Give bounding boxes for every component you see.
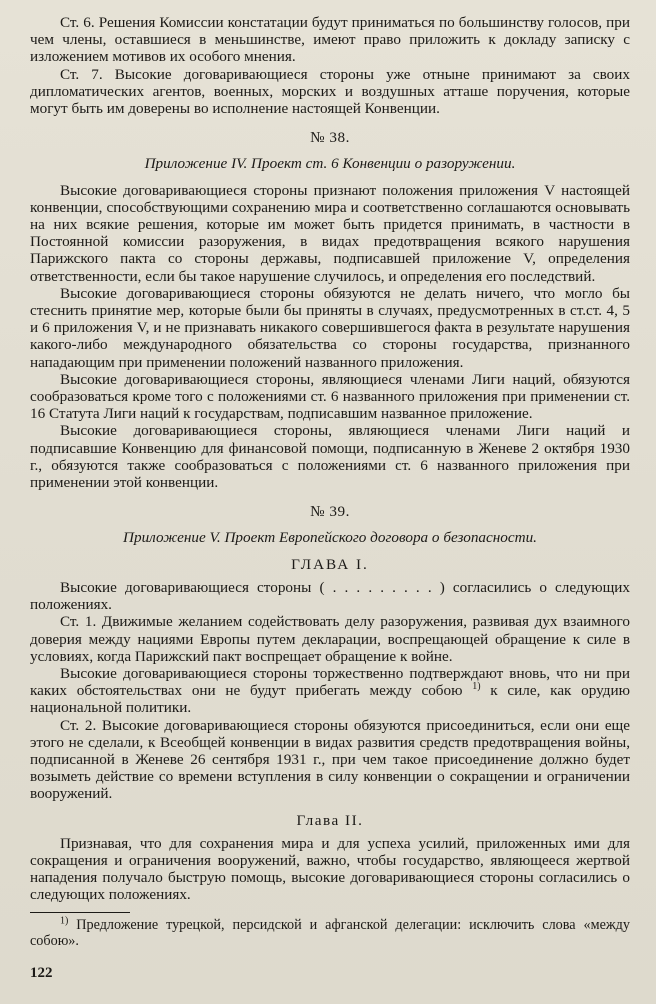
article-7-paragraph: Ст. 7. Высокие договаривающиеся стороны уже отныне принимают за своих дипломатических агентов, военных, морских и воздушных атташе поручения, которые могут быть им доверены во исполнение настоящей Конвенции. [30,65,630,118]
article-6-paragraph: Ст. 6. Решения Комиссии констатации будут приниматься по большинству голосов, при чем члены, оставшиеся в меньшинстве, имеют право приложить к докладу записку с изложением мотивов их особого мнения. [30,14,630,66]
footnote [30,914,630,950]
footnote-text: Предложение турецкой, персидской и афганской делегации: исключить слова «между собою». [30,916,630,950]
treaty-article-1-affirmation [30,665,630,717]
page-number: 122 [30,965,53,981]
affirmation-text-end: к силе, как орудию национальной политики. [30,682,631,717]
footnote-mark: 1) [60,914,69,926]
treaty-article-2: Ст. 2. Высокие договаривающиеся стороны обязуются присоединиться, если они еще этого не сделали, к Всеобщей конвенции в видах развития средств предотвращения войны, подписанной в Женеве 26 сентября 1931 г., при чем такое присоединение должно будет возыметь действие со времени вступления в силу конвенции о сокращении и ограничении вооружений. [30,716,630,803]
treaty-article-1: Ст. 1. Движимые желанием содействовать делу разоружения, развивая дух взаимного доверия между нациями Европы путем декларации, воспрещающей обращение к силе в условиях, когда Парижский пакт воспрещает обращение к войне. [30,613,630,665]
doc-38-paragraph: Высокие договаривающиеся стороны обязуются не делать ничего, что могло бы стеснить принятие мер, которые были бы приняты в случаях, предусмотренных в ст.ст. 4, 5 и 6 приложения V, и не признавать никакого совершившегося факта в результате нарушения какого-либо международного обязательства со стороны государства, признанного нападающим при применении положений названного приложения. [30,284,630,371]
doc-38-paragraph: Высокие договаривающиеся стороны, являющиеся членами Лиги наций и подписавшие Конвенцию для финансовой помощи, подписанную в Женеве 2 октября 1930 г., обязуются также сообразоваться с положениями ст. 6 названного приложения при применении этой конвенции. [30,422,630,492]
doc-38-paragraph: Высокие договаривающиеся стороны признают положения приложения V настоящей конвенции, способствующими сохранению мира и соответственно соглашаются основывать на них всякие решения, которые им может быть придется принимать, в частности в Постоянной комиссии разоружения, в видах предотвращения всякого нарушения Парижского пакта со стороны державы, подписавшей приложение V, определения ответственности, если бы такое нарушение случилось, и определения его последствий. [30,181,630,285]
doc-39-number: № 39. [310,503,350,521]
doc-38-number: № 38. [310,129,350,147]
chapter-2-heading: Глава II. [296,811,364,829]
treaty-preamble: Высокие договаривающиеся стороны ( . . . . . . . . . ) согласились о следующих положениях. [30,578,630,614]
doc-38-title: Приложение IV. Проект ст. 6 Конвенции о разоружении. [144,155,516,173]
doc-38-paragraph: Высокие договаривающиеся стороны, являющиеся членами Лиги наций, обязуются сообразоваться кроме того с положениями ст. 6 названного приложения при применении ст. 16 Статута Лиги наций к государствам, подписавшим названное приложение. [30,370,630,423]
chapter-2-paragraph: Признавая, что для сохранения мира и для успеха усилий, приложенных ими для сокращения и ограничения вооружений, важно, чтобы государство, являющееся жертвой нападения получало быструю помощь, высокие договаривающиеся стороны согласились о следующих положениях. [30,834,630,904]
chapter-1-heading: ГЛАВА I. [291,555,369,573]
affirmation-text-start: Высокие договаривающиеся стороны торжественно подтверждают вновь, что ни при каких обстоятельствах они не будут прибегать между собою [30,664,630,700]
doc-39-title: Приложение V. Проект Европейского договора о безопасности. [123,529,537,547]
footnote-reference: 1) [472,681,481,693]
footnote-divider [30,912,130,913]
